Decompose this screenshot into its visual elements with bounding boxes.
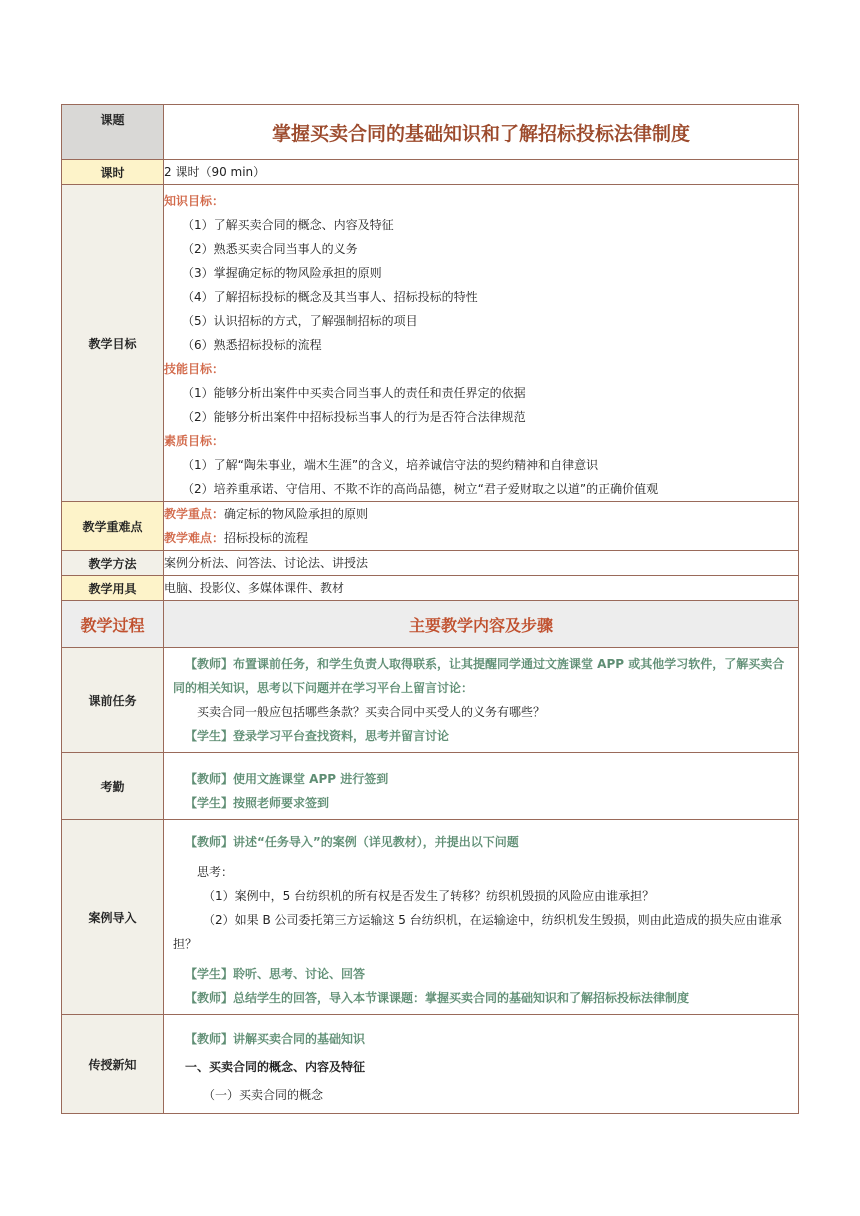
case-teacher: 【教师】讲述“任务导入”的案例（详见教材），并提出以下问题 <box>185 835 519 849</box>
teach-row <box>62 1015 799 1114</box>
key-row <box>62 502 799 551</box>
case-row <box>62 820 799 1015</box>
case-question-1: （1）案例中，5 台纺织机的所有权是否发生了转移？纺织机毁损的风险应由谁承担？ <box>203 889 655 903</box>
knowledge-item: （2）熟悉买卖合同当事人的义务 <box>182 242 358 256</box>
goals-content <box>164 185 799 502</box>
goals-row <box>62 185 799 502</box>
difficulty-line <box>164 526 798 550</box>
knowledge-item: （5）认识招标的方式，了解强制招标的项目 <box>182 314 418 328</box>
case-label: 案例导入 <box>62 820 164 1015</box>
attendance-teacher: 【教师】使用文旌课堂 APP 进行签到 <box>185 772 389 786</box>
lesson-plan-table <box>61 104 799 1114</box>
quality-item: （2）培养重承诺、守信用、不欺不诈的高尚品德，树立“君子爱财取之以道”的正确价值观 <box>182 482 659 496</box>
focus-line <box>164 502 798 526</box>
tools-value: 电脑、投影仪、多媒体课件、教材 <box>164 576 799 601</box>
method-row <box>62 551 799 576</box>
page-title: 掌握买卖合同的基础知识和了解招标投标法律制度 <box>164 105 799 160</box>
teach-section: 一、买卖合同的概念、内容及特征 <box>185 1060 366 1074</box>
hours-row <box>62 160 799 185</box>
knowledge-title: 知识目标： <box>164 194 225 208</box>
skill-item: （1）能够分析出案件中买卖合同当事人的责任和责任界定的依据 <box>182 386 526 400</box>
focus-value: 确定标的物风险承担的原则 <box>224 507 369 521</box>
method-label: 教学方法 <box>62 551 164 576</box>
teach-subsection: （一）买卖合同的概念 <box>203 1088 324 1102</box>
pretask-student: 【学生】登录学习平台查找资料，思考并留言讨论 <box>185 729 450 743</box>
case-teacher-summary: 【教师】总结学生的回答，导入本节课课题：掌握买卖合同的基础知识和了解招标投标法律制度 <box>185 991 690 1005</box>
skill-title: 技能目标： <box>164 362 225 376</box>
hours-label: 课时 <box>62 160 164 185</box>
topic-row <box>62 105 799 160</box>
key-content <box>164 502 799 551</box>
attendance-label: 考勤 <box>62 753 164 820</box>
process-row <box>62 601 799 648</box>
quality-item: （1）了解“陶朱事业，端木生涯”的含义，培养诚信守法的契约精神和自律意识 <box>182 458 599 472</box>
pretask-label: 课前任务 <box>62 648 164 753</box>
attendance-row <box>62 753 799 820</box>
method-value: 案例分析法、问答法、讨论法、讲授法 <box>164 551 799 576</box>
pretask-content <box>164 648 799 753</box>
attendance-student: 【学生】按照老师要求签到 <box>185 796 330 810</box>
process-label: 教学过程 <box>62 601 164 648</box>
case-think: 思考： <box>197 865 234 879</box>
knowledge-item: （4）了解招标投标的概念及其当事人、招标投标的特性 <box>182 290 478 304</box>
pretask-row <box>62 648 799 753</box>
tools-row <box>62 576 799 601</box>
pretask-teacher: 【教师】布置课前任务，和学生负责人取得联系，让其提醒同学通过文旌课堂 APP 或其他学习软件，了解买卖合同的相关知识，思考以下问题并在学习平台上留言讨论： <box>173 657 785 695</box>
attendance-content <box>164 753 799 820</box>
topic-label: 课题 <box>62 105 164 160</box>
case-content <box>164 820 799 1015</box>
teach-label: 传授新知 <box>62 1015 164 1114</box>
key-label: 教学重难点 <box>62 502 164 551</box>
focus-label: 教学重点： <box>164 507 225 521</box>
tools-label: 教学用具 <box>62 576 164 601</box>
knowledge-item: （3）掌握确定标的物风险承担的原则 <box>182 266 382 280</box>
teach-content <box>164 1015 799 1114</box>
goals-label: 教学目标 <box>62 185 164 502</box>
quality-title: 素质目标： <box>164 434 225 448</box>
skill-item: （2）能够分析出案件中招标投标当事人的行为是否符合法律规范 <box>182 410 526 424</box>
hours-value: 2 课时（90 min） <box>164 160 799 185</box>
pretask-question: 买卖合同一般应包括哪些条款？买卖合同中买受人的义务有哪些？ <box>197 705 546 719</box>
knowledge-item: （6）熟悉招标投标的流程 <box>182 338 322 352</box>
difficulty-label: 教学难点： <box>164 531 225 545</box>
teach-teacher: 【教师】讲解买卖合同的基础知识 <box>185 1032 366 1046</box>
case-student: 【学生】聆听、思考、讨论、回答 <box>185 967 366 981</box>
case-question-2: （2）如果 B 公司委托第三方运输这 5 台纺织机，在运输途中，纺织机发生毁损，则由此造成的损失应由谁承担？ <box>173 913 782 951</box>
knowledge-item: （1）了解买卖合同的概念、内容及特征 <box>182 218 394 232</box>
process-main-heading: 主要教学内容及步骤 <box>164 601 799 648</box>
difficulty-value: 招标投标的流程 <box>224 531 309 545</box>
